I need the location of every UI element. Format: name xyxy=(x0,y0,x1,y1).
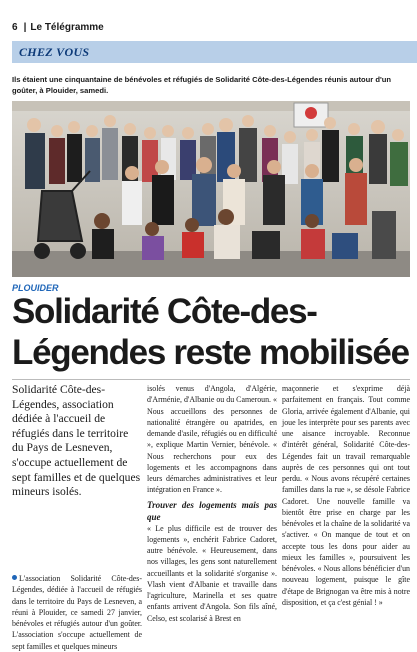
bullet-dot-icon xyxy=(12,575,17,580)
column-2-paragraph-2: « Le plus difficile est de trouver des logements », enchérit Fabrice Cadoret, autre bénévole. « Heureusement, dans nos villages, les gens sont naturellement accueillants et la solidarité s'organise ». Vlash vient d'Albanie et travaille dans l'agriculture, Marinella et ses quatre enfants arrivent d'Angola. Son fils aîné, Celso, est scolarisé à Brest en xyxy=(147,523,277,623)
publication-name: Le Télégramme xyxy=(30,22,104,33)
section-label: CHEZ VOUS xyxy=(19,45,90,59)
column-1-text: L'association Solidarité Côte-des-Légendes, dédiée à l'accueil de réfugiés dans le territoire du Pays de Lesneven, a réuni à Plouider, ce samedi 27 janvier, bénévoles et réfugiés autour d'un goûter. L'association s'occupe actuellement de sept familles et quelques mineurs xyxy=(12,574,142,651)
column-3-paragraph: maçonnerie et s'exprime déjà parfaitement en français. Tout comme Gloria, arrivée également d'Albanie, qui joue les interprète pour ses parents avec une aisance incroyable. Reconnue d'intérêt général, Solidarité Côte-des-Légendes fait un travail remarquable auprès de ces personnes qui ont tout perdu. « Nous avons récupéré certaines familles dans la rue », se désole Fabrice Cadoret. Une nouvelle famille va bientôt être prise en charge par les bénévoles et la chaîne de la solidarité va s'activer. « On manque de tout et on accepte tous les dons pour aider au mieux les familles », poursuivent les bénévoles. « Nous allons bénéficier d'un nouveau logement, puisque le gîte d'étape de Brignogan va être mis à notre disposition, et ça c'est génial ! » xyxy=(282,384,410,607)
header-separator: | xyxy=(23,22,27,33)
column-2-paragraph-1: isolés venus d'Angola, d'Algérie, d'Arménie, d'Albanie ou du Cameroun. « Nous accueillons des personnes de nationalité étrangère ou apatrides, en demande d'asile, réfugiés ou en difficulté », explique Martin Vernier, bénévole. « Nous recherchons pour eux des logements et les accompagnons dans leurs démarches administratives et leur intégration en France ». xyxy=(147,384,277,495)
article-column-2 xyxy=(147,383,277,624)
page-number: 6 xyxy=(12,22,18,33)
photo-caption: Ils étaient une cinquantaine de bénévoles et réfugiés de Solidarité Côte-des-Légendes réunis autour d'un goûter, à Plouider, samedi. xyxy=(12,75,392,95)
divider xyxy=(12,379,410,380)
group-photo-illustration xyxy=(12,101,410,277)
article-column-1 xyxy=(12,573,142,652)
location-rubric: PLOUIDER xyxy=(12,283,59,293)
article-headline: Solidarité Côte-des-Légendes reste mobilisée xyxy=(12,292,409,372)
group-photo xyxy=(12,101,410,277)
article-subheading: Trouver des logements mais pas que xyxy=(147,499,277,522)
page-header xyxy=(12,22,104,33)
section-band xyxy=(12,41,417,63)
article-lead: Solidarité Côte-des-Légendes, association dédiée à l'accueil de réfugiés dans le territoire du Pays de Lesneven, s'occupe actuellement de sept familles et de quelques mineurs isolés. xyxy=(12,383,141,499)
article-column-3 xyxy=(282,383,410,608)
